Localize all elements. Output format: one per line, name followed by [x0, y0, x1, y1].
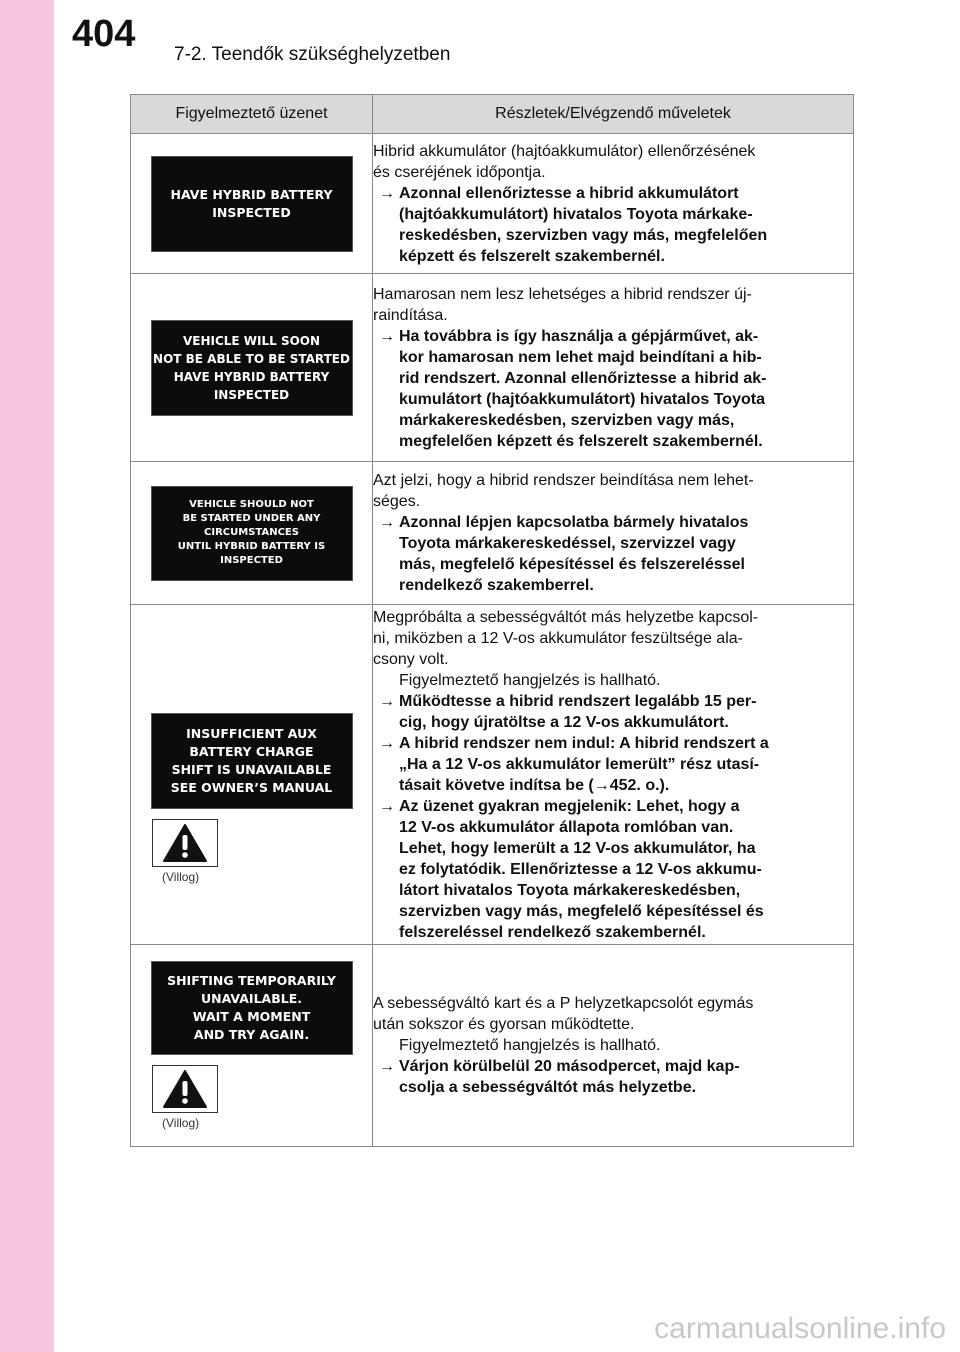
warning-light-image [152, 1065, 218, 1113]
arrow-icon: → [379, 692, 395, 710]
action-step [373, 1056, 853, 1098]
table-row [131, 274, 854, 462]
table-row [131, 605, 854, 945]
arrow-icon: → [379, 184, 395, 202]
text-line: Az üzenet gyakran megjelenik: Lehet, hogy a [399, 797, 740, 815]
display-line: UNTIL HYBRID BATTERY IS [177, 541, 326, 552]
text-line: Azt jelzi, hogy a hibrid rendszer beindítása nem lehet- [373, 472, 754, 489]
text-line: után sokszor és gyorsan működtette. [373, 1016, 635, 1033]
text-line: Lehet, hogy lemerült a 12 V-os akkumulátor, ha [399, 839, 756, 857]
text-line: szervizben vagy más, megfelelő képesítéssel és [399, 902, 764, 920]
text-line: látort hivatalos Toyota márkakereskedésben, [399, 881, 741, 899]
note-text: Figyelmeztető hangjelzés is hallható. [399, 671, 661, 689]
arrow-icon: → [379, 734, 395, 752]
text-line: raindítása. [373, 306, 448, 324]
intro-text [373, 607, 853, 670]
display-line: AND TRY AGAIN. [193, 1027, 310, 1042]
column-header-message: Figyelmeztető üzenet [131, 95, 373, 134]
action-step [373, 183, 853, 267]
display-line: UNAVAILABLE. [200, 991, 302, 1006]
text-line: Azonnal ellenőriztesse a hibrid akkumulátort [399, 184, 739, 202]
text-line: kor hamarosan nem lehet majd beindítani a hib- [399, 348, 762, 366]
warning-triangle-icon [162, 823, 208, 863]
message-image-cell [131, 274, 373, 462]
text-line: és cseréjének időpontja. [373, 163, 546, 181]
details-cell [373, 274, 854, 462]
column-header-details: Részletek/Elvégzendő műveletek [373, 95, 854, 134]
display-message-image [151, 320, 353, 416]
display-line: NOT BE ABLE TO BE STARTED [153, 351, 350, 366]
display-line: BE STARTED UNDER ANY [182, 513, 321, 524]
note-text: Figyelmeztető hangjelzés is hallható. [399, 1037, 661, 1054]
display-line: HAVE HYBRID BATTERY [173, 369, 330, 384]
details-cell [373, 462, 854, 605]
action-step [373, 512, 853, 596]
text-line: Működtesse a hibrid rendszert legalább 15 per- [399, 692, 757, 710]
text-line: tásait követve indítsa be (→452. o.). [399, 776, 670, 794]
text-line: Megpróbálta a sebességváltót más helyzetbe kapcsol- [373, 608, 759, 626]
warning-caption: (Villog) [162, 870, 200, 884]
arrow-icon: → [379, 327, 395, 345]
warning-message-table [130, 94, 854, 1147]
display-line: INSUFFICIENT AUX [186, 726, 317, 741]
intro-text [373, 141, 853, 183]
text-line: séges. [373, 493, 421, 510]
display-line: VEHICLE SHOULD NOT [189, 499, 314, 510]
text-line: csony volt. [373, 650, 449, 668]
warning-light-image [152, 819, 218, 867]
text-line: Hamarosan nem lesz lehetséges a hibrid rendszer új- [373, 285, 752, 303]
message-image-cell [131, 945, 373, 1147]
warning-triangle-icon [162, 1069, 208, 1109]
page-number: 404 [72, 13, 136, 55]
message-image-cell [131, 462, 373, 605]
text-line: csolja a sebességváltót más helyzetbe. [399, 1079, 697, 1096]
table-header-row [131, 95, 854, 134]
text-line: ez folytatódik. Ellenőriztesse a 12 V-os akkumu- [399, 860, 762, 878]
text-line: 12 V-os akkumulátor állapota romlóban van. [399, 818, 734, 836]
intro-text [373, 993, 853, 1035]
text-line: rendelkező szakemberrel. [399, 577, 594, 594]
text-line: cig, hogy újratöltse a 12 V-os akkumulátort. [399, 713, 729, 731]
display-message-image [151, 961, 353, 1055]
text-line: „Ha a 12 V-os akkumulátor lemerült” rész utasí- [399, 755, 760, 773]
display-message-image [151, 156, 353, 252]
arrow-icon: → [379, 514, 395, 531]
table-row [131, 462, 854, 605]
action-step [373, 326, 853, 452]
intro-text [373, 470, 853, 512]
message-image-cell [131, 605, 373, 945]
action-step [373, 733, 853, 796]
text-line: márkakereskedésben, szervizben vagy más, [399, 411, 735, 429]
text-line: Várjon körülbelül 20 másodpercet, majd kap- [399, 1058, 740, 1075]
text-line: A hibrid rendszer nem indul: A hibrid rendszert a [399, 734, 769, 752]
display-line: SEE OWNER’S MANUAL [170, 780, 333, 795]
display-line: INSPECTED [212, 204, 291, 220]
text-line: kumulátort (hajtóakkumulátort) hivatalos Toyota [399, 390, 765, 408]
text-line: képzett és felszerelt szakembernél. [399, 247, 665, 265]
arrow-icon: → [379, 797, 395, 815]
text-line: (hajtóakkumulátort) hivatalos Toyota márkake- [399, 205, 753, 223]
side-color-strip [0, 0, 54, 1352]
display-line: SHIFTING TEMPORARILY [167, 973, 336, 988]
display-line: VEHICLE WILL SOON [182, 333, 321, 348]
display-line: CIRCUMSTANCES [204, 527, 299, 538]
text-line: Azonnal lépjen kapcsolatba bármely hivatalos [399, 514, 749, 531]
display-line: HAVE HYBRID BATTERY [170, 186, 333, 202]
message-image-cell [131, 134, 373, 274]
display-line: WAIT A MOMENT [192, 1009, 311, 1024]
action-step [373, 796, 853, 943]
display-line: SHIFT IS UNAVAILABLE [171, 762, 332, 777]
display-line: INSPECTED [213, 387, 290, 402]
chapter-title: 7-2. Teendők szükséghelyzetben [174, 44, 451, 65]
text-line: Ha továbbra is így használja a gépjárművet, ak- [399, 327, 759, 345]
display-line: BATTERY CHARGE [189, 744, 314, 759]
details-cell [373, 605, 854, 945]
text-line: rid rendszert. Azonnal ellenőriztesse a hibrid ak- [399, 369, 767, 387]
text-line: megfelelően képzett és felszerelt szakembernél. [399, 432, 763, 450]
display-message-image [151, 486, 353, 581]
details-cell [373, 945, 854, 1147]
watermark: carmanualsonline.info [654, 1312, 946, 1345]
page-header [54, 0, 960, 90]
display-message-image [151, 713, 353, 809]
intro-text [373, 284, 853, 326]
action-step [373, 691, 853, 733]
table-row [131, 134, 854, 274]
details-cell [373, 134, 854, 274]
text-line: reskedésben, szervizben vagy más, megfelelően [399, 226, 768, 244]
text-line: ni, miközben a 12 V-os akkumulátor feszültsége ala- [373, 629, 743, 647]
display-line: INSPECTED [220, 555, 283, 566]
table-row [131, 945, 854, 1147]
arrow-icon: → [379, 1058, 395, 1075]
text-line: más, megfelelő képesítéssel és felszereléssel [399, 556, 745, 573]
text-line: Toyota márkakereskedéssel, szervizzel vagy [399, 535, 736, 552]
text-line: felszereléssel rendelkező szakembernél. [399, 923, 706, 941]
text-line: A sebességváltó kart és a P helyzetkapcsolót egymás [373, 995, 754, 1012]
text-line: Hibrid akkumulátor (hajtóakkumulátor) ellenőrzésének [373, 142, 756, 160]
warning-caption: (Villog) [162, 1116, 200, 1130]
